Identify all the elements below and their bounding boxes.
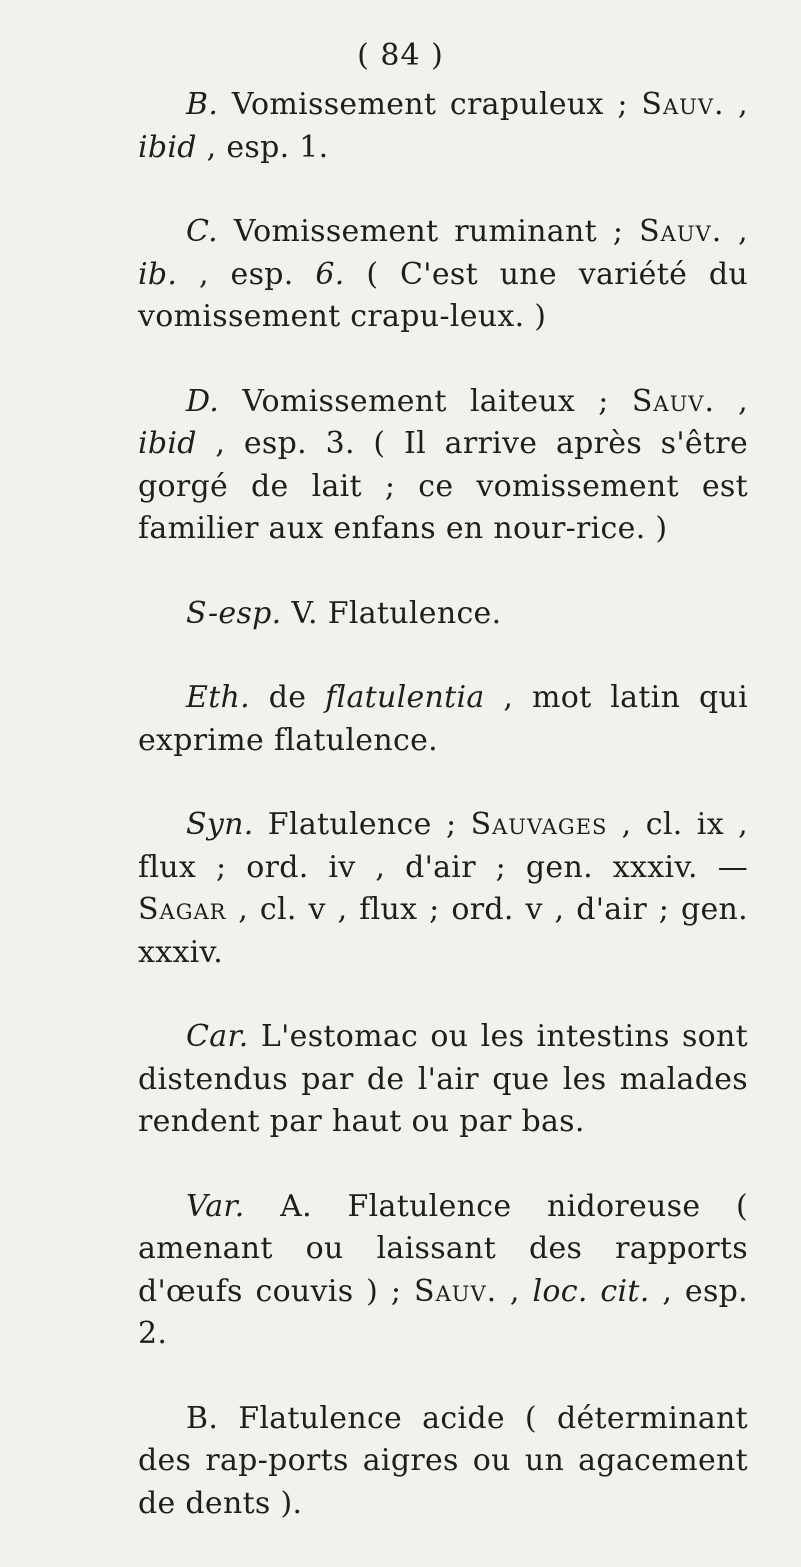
author-abbrev: Sauv. [639,214,723,249]
entry-label: B. [186,87,219,122]
entry-label: Car. [186,1019,249,1054]
author-abbrev: Sauv. [631,383,715,419]
variety-b-paragraph: B. Flatulence acide ( déterminant des rap-ports aigres ou un agacement de dents ). [138,1400,748,1521]
species-heading: S-esp. V. Flatulence. [186,595,502,631]
entry-label: D. [186,383,220,419]
author-abbrev: Sauv. [641,87,725,122]
author-name: Sagar [138,892,227,927]
author-abbrev: Sauv. [414,1273,498,1309]
author-name: Sauvages [470,807,608,842]
entry-label: Syn. [186,807,254,842]
varieties-paragraph: Var. A. Flatulence nidoreuse ( amenant ou laissant des rapports d'œufs couvis ) ; Sauv. , loc. cit. , esp. 2. [138,1188,748,1351]
entry-d-vomissement-laiteux: D. Vomissement laiteux ; Sauv. , ibid , esp. 3. ( Il arrive après s'être gorgé de lait ; ce vomissement est familier aux enfans en nour-rice. ) [138,383,748,546]
page-number: ( 84 ) [357,38,444,73]
page-body [138,84,748,1567]
entry-label: Var. [186,1188,245,1224]
characters-paragraph: Car. L'estomac ou les intestins sont distendus par de l'air que les malades rendent par haut ou par bas. [138,1019,748,1139]
synonyms-paragraph: Syn. Flatulence ; Sauvages , cl. ix , flux ; ord. iv , d'air ; gen. xxxiv. — Sagar , cl. v , flux ; ord. v , d'air ; gen. xxxiv. [138,807,748,970]
entry-label: S-esp. [186,595,282,631]
etymology-paragraph: Eth. de flatulentia , mot latin qui exprime flatulence. [138,680,748,758]
entry-label: C. [186,214,219,249]
entry-b-vomissement-crapuleux: B. Vomissement crapuleux ; Sauv. , ibid , esp. 1. [138,87,748,165]
entry-c-vomissement-ruminant: C. Vomissement ruminant ; Sauv. , ib. , esp. 6. ( C'est une variété du vomissement crapu-leux. ) [138,214,748,334]
entry-label: Eth. [186,680,251,715]
